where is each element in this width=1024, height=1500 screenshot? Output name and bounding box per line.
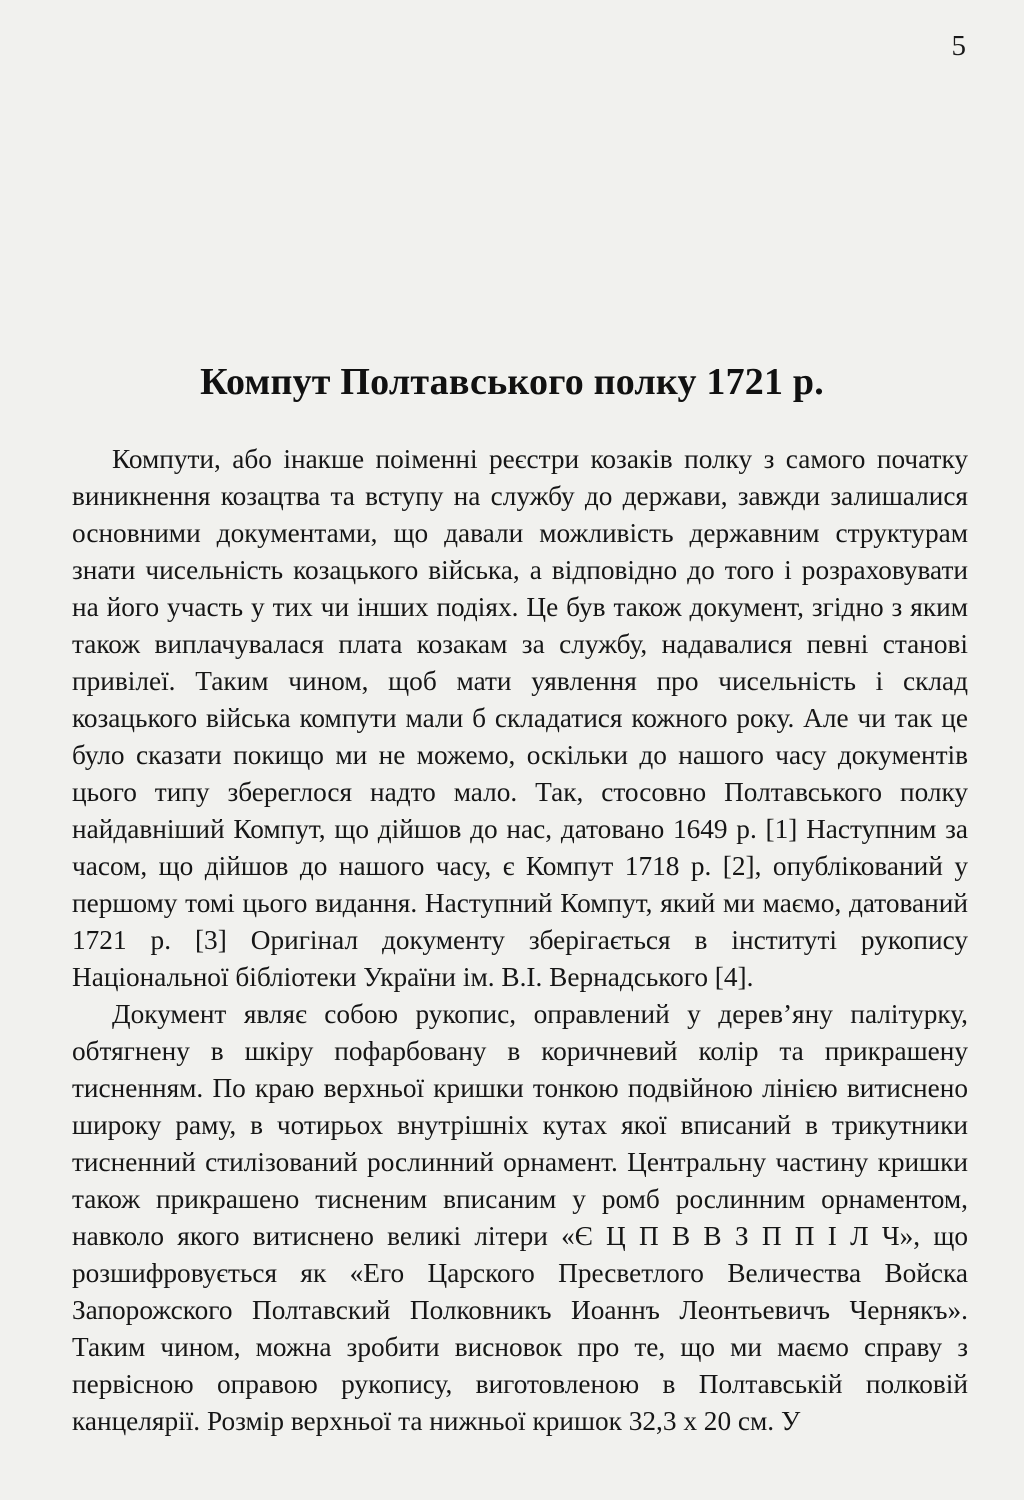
page-number: 5 [951, 30, 966, 62]
article-body [72, 441, 968, 1440]
page-title: Компут Полтавського полку 1721 р. [200, 361, 824, 403]
paragraph-2: Документ являє собою рукопис, оправлений у дерев’яну палітурку, обтягнену в шкіру пофарбовану в коричневий колір та прикрашену тисненням. По краю верхньої кришки тонкою подвійною лінією витиснено широку раму, в чотирьох внутрішніх кутах якої вписаний в трикутники тисненний стилізований рослинний орнамент. Центральну частину кришки також прикрашено тисненим вписаним у ромб рослинним орнаментом, навколо якого витиснено великі літери «Є Ц П В В З П П І Л Ч», що розшифровується як «Его Царского Пресветлого Величества Войска Запорожского Полтавский Полковникъ Иоаннъ Леонтьевичъ Чернякъ». Таким чином, можна зробити висновок про те, що ми маємо справу з первісною оправою рукопису, виготовленою в Полтавській полковій канцелярії. Розмір верхньої та нижньої кришок 32,3 х 20 см. У [72, 999, 968, 1436]
paragraph-1: Компути, або інакше поіменні реєстри козаків полку з самого початку виникнення козацтва та вступу на службу до держави, завжди залишалися основними документами, що давали можливість державним структурам знати чисельність козацького війська, а відповідно до того і розраховувати на його участь у тих чи інших подіях. Це був також документ, згідно з яким також виплачувалася плата козакам за службу, надавалися певні станові привілеї. Таким чином, щоб мати уявлення про чисельність і склад козацького війська компути мали б складатися кожного року. Але чи так це було сказати покищо ми не можемо, оскільки до нашого часу документів цього типу збереглося надто мало. Так, стосовно Полтавського полку найдавніший Компут, що дійшов до нас, датовано 1649 р. [1] Наступним за часом, що дійшов до нашого часу, є Компут 1718 р. [2], опублікований у першому томі цього видання. Наступний Компут, який ми маємо, датований 1721 р. [3] Оригінал документу зберігається в інституті рукопису Національної бібліотеки України ім. В.І. Вернадського [4]. [72, 444, 968, 992]
